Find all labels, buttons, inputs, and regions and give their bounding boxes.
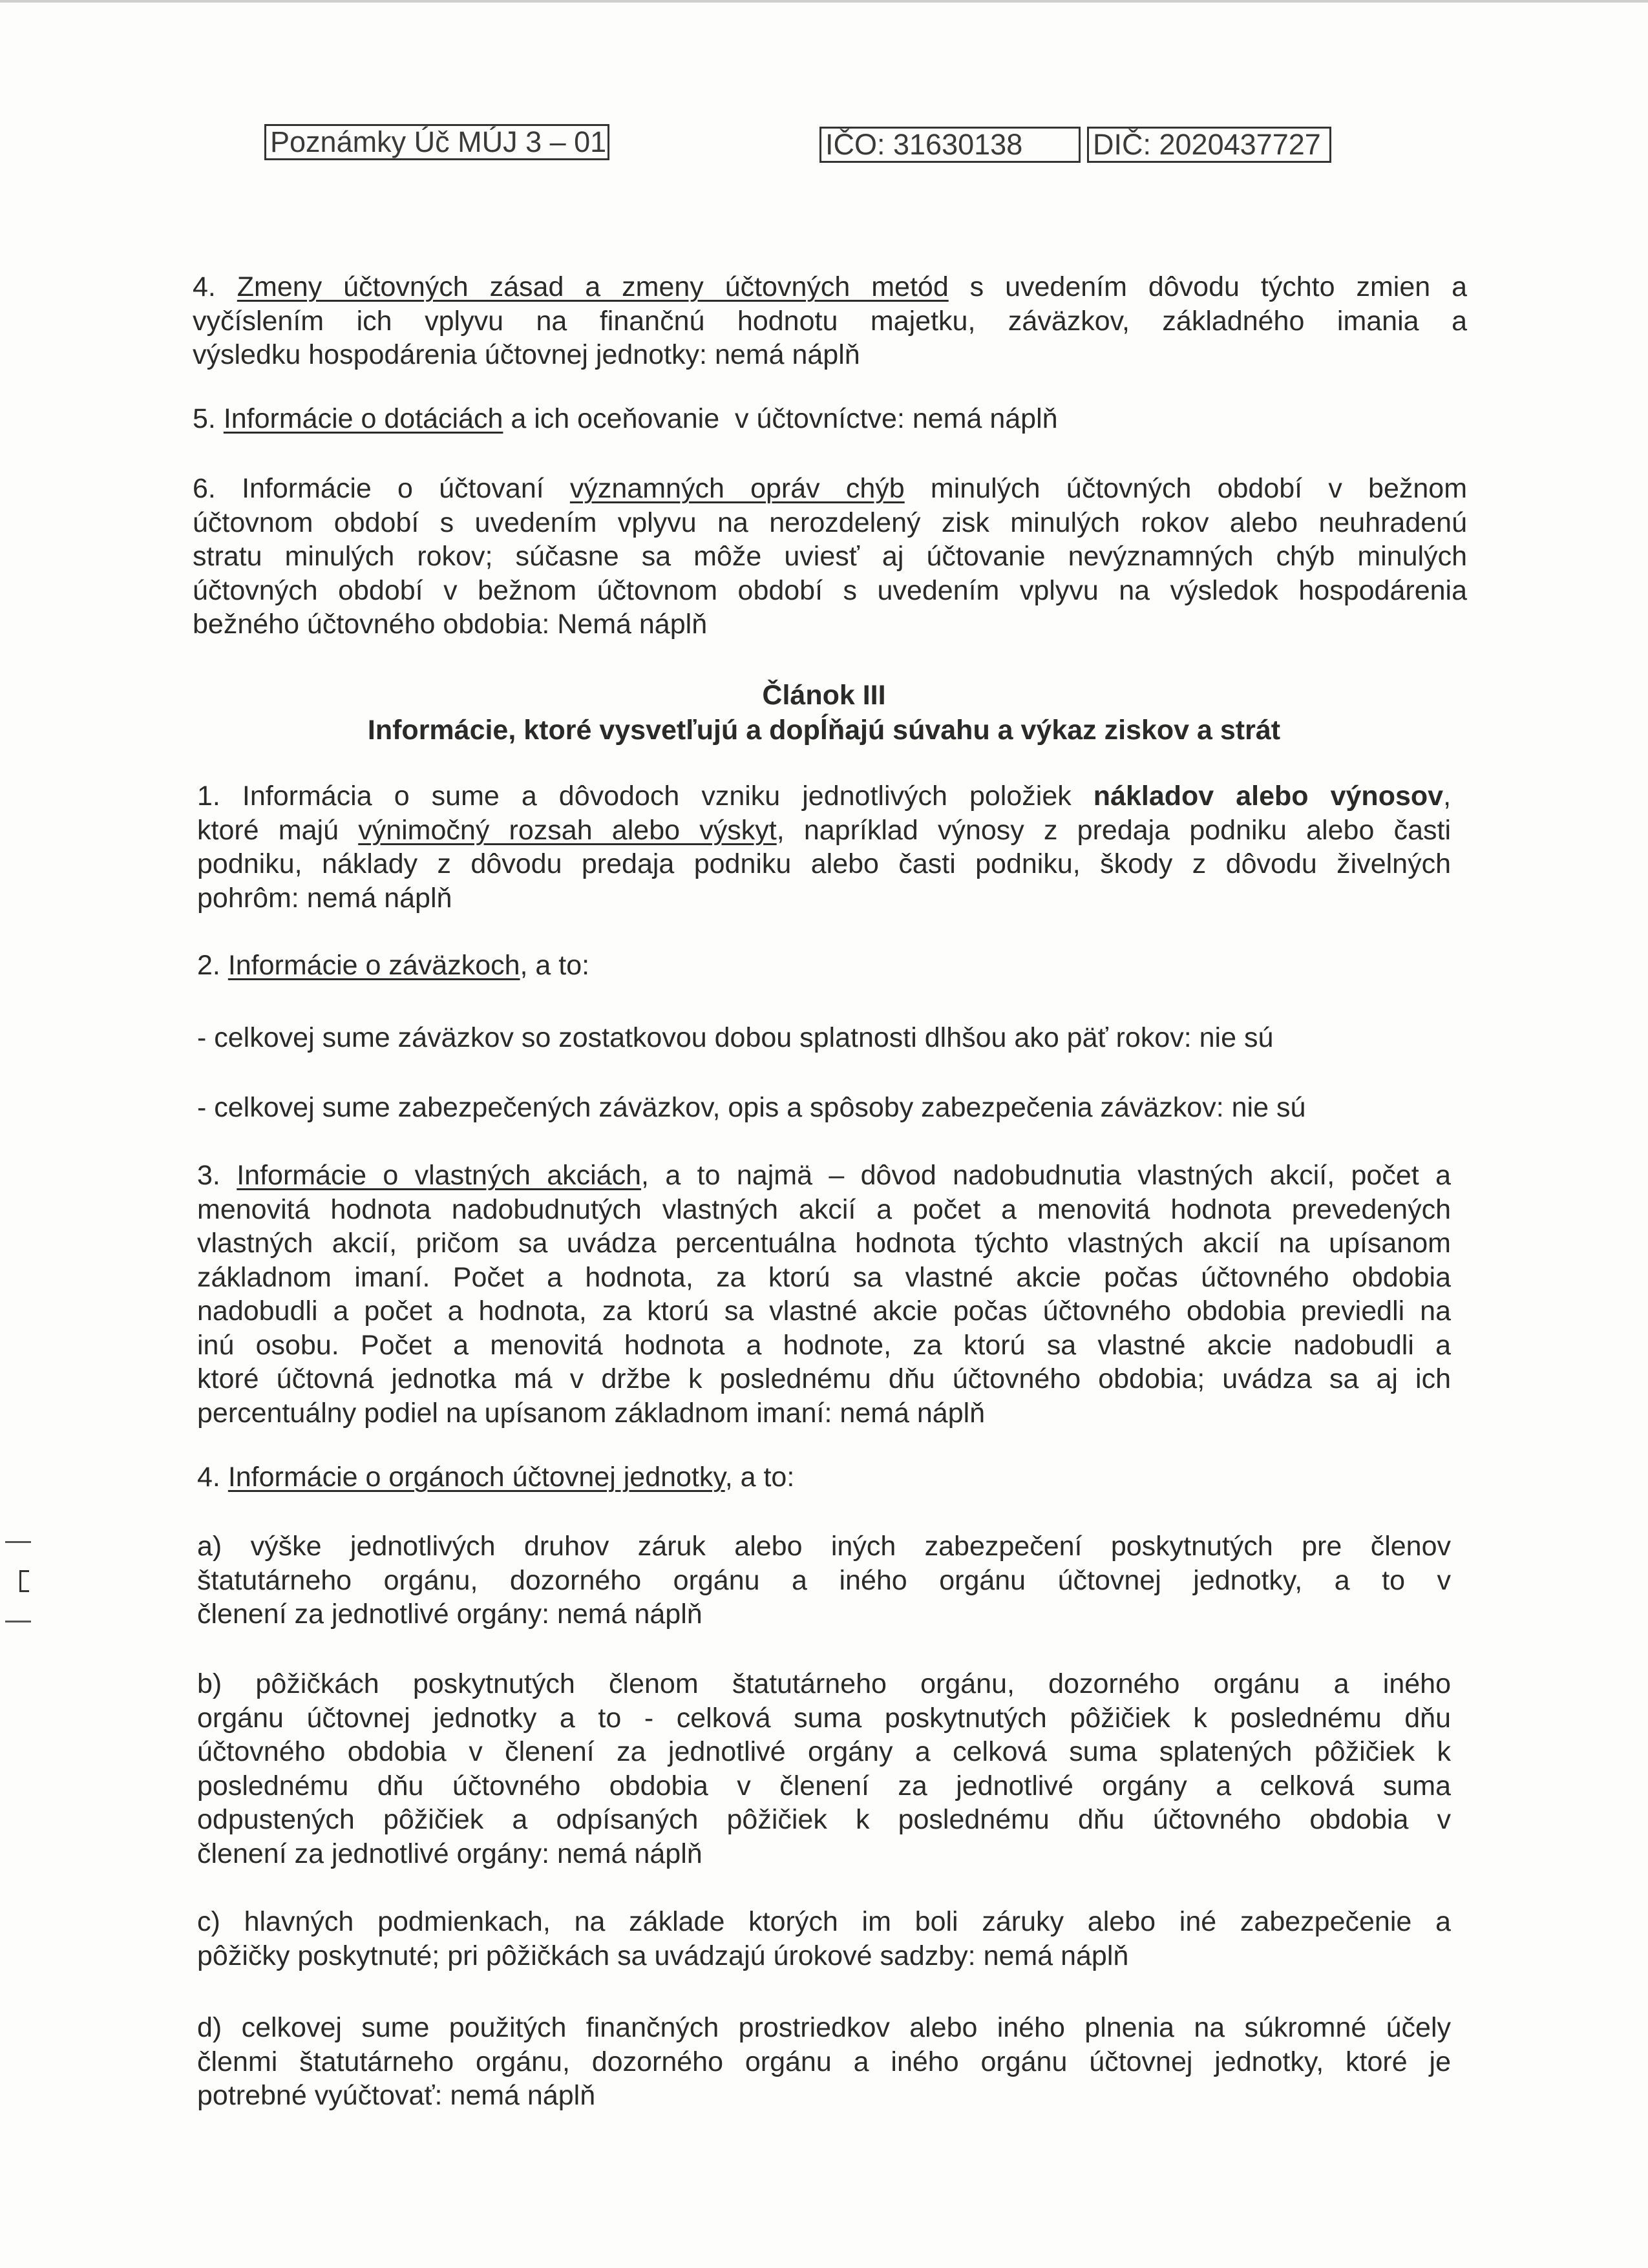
text-segment: účtovnom období s uvedením vplyvu na nerozdelený zisk minulých rokov alebo neuhradenú [193,507,1467,538]
text-line [197,1529,1451,1564]
text-line [197,1460,1451,1495]
text-line [193,472,1467,506]
underlined-term: významných opráv chýb [569,473,905,504]
text-segment: poslednému dňu účtovného obdobia v členení za jednotlivé orgány a celková suma [197,1770,1451,1801]
text-line [197,1735,1451,1769]
underlined-term: Informácie o vlastných akciách [237,1160,642,1191]
text-line [197,1294,1451,1328]
text-segment: 5. [193,403,224,434]
text-line [197,1328,1451,1363]
text-segment: členení za jednotlivé orgány: nemá náplň [197,1599,703,1630]
text-segment: štatutárneho orgánu, dozorného orgánu a iného orgánu účtovnej jednotky, a to v [197,1564,1451,1596]
text-line [197,1261,1451,1295]
text-segment: pohrôm: nemá náplň [197,882,452,914]
paragraph-a4c [197,1905,1451,1973]
text-segment: d) celkovej sume použitých finančných prostriedkov alebo iného plnenia na súkromné účely [197,2012,1451,2043]
article-subtitle: Informácie, ktoré vysvetľujú a dopĺňajú súvahu a výkaz ziskov a strát [367,715,1281,746]
text-segment: odpustených pôžičiek a odpísaných pôžičiek k poslednému dňu účtovného obdobia v [197,1804,1451,1835]
text-line [197,1396,1451,1431]
text-segment: orgánu účtovnej jednotky a to - celková suma poskytnutých pôžičiek k poslednému dňu [197,1702,1451,1734]
text-segment: percentuálny podiel na upísanom základnom imaní: nemá náplň [197,1397,986,1429]
underlined-term: Informácie o dotáciách [223,403,503,434]
text-line [197,814,1451,848]
text-line [197,1193,1451,1227]
text-segment: ktoré účtovná jednotka má v držbe k poslednému dňu účtovného obdobia; uvádza sa aj ich [197,1363,1451,1394]
scan-margin-mark [5,1541,31,1622]
text-line [197,1091,1451,1125]
text-line [197,1021,1451,1055]
scan-edge-line [0,0,1648,3]
text-segment: členmi štatutárneho orgánu, dozorného orgánu a iného orgánu účtovnej jednotky, ktoré je [197,2046,1451,2077]
text-segment: , a to najmä – dôvod nadobudnutia vlastných akcií, počet a [641,1160,1451,1191]
text-segment: 4. [193,271,237,302]
underlined-term: Zmeny účtovných zásad a zmeny účtovných metód [237,271,949,302]
text-segment: - celkovej sume zabezpečených záväzkov, opis a spôsoby zabezpečenia záväzkov: nie sú [197,1092,1306,1123]
paragraph-p6 [193,472,1467,642]
text-segment: minulých účtovných období v bežnom [904,473,1468,504]
text-segment: , napríklad výnosy z predaja podniku alebo časti [776,814,1451,846]
text-segment: účtovných období v bežnom účtovnom období s uvedením vplyvu na výsledok hospodárenia [193,574,1467,606]
text-line [193,540,1467,574]
paragraph-p4 [193,270,1467,372]
text-line [197,1667,1451,1701]
text-segment: b) pôžičkách poskytnutých členom štatutárneho orgánu, dozorného orgánu a iného [197,1668,1451,1699]
underlined-term: Informácie o orgánoch účtovnej jednotky [227,1462,725,1493]
text-line [193,402,1467,436]
ico-box: IČO: 31630138 [819,127,1081,163]
text-line [193,506,1467,540]
text-line [197,1159,1451,1193]
text-line [197,1701,1451,1736]
text-line [197,949,1451,983]
text-line [193,574,1467,608]
text-segment: vyčíslením ich vplyvu na finančnú hodnotu majetku, záväzkov, základného imania a [193,305,1467,337]
text-segment: 1. Informácia o sume a dôvodoch vzniku jednotlivých položiek [197,781,1093,812]
paragraph-a4 [197,1460,1451,1495]
text-line [197,1939,1451,1973]
text-segment: , a to: [724,1462,795,1493]
text-line [197,1362,1451,1396]
text-line [193,607,1467,642]
text-line [193,304,1467,339]
text-segment: účtovného obdobia v členení za jednotlivé orgány a celková suma splatených pôžičiek k [197,1736,1451,1767]
text-line [193,338,1467,372]
text-segment: 3. [197,1160,237,1191]
text-segment: a) výške jednotlivých druhov záruk alebo iných zabezpečení poskytnutých pre členov [197,1531,1451,1562]
text-segment: c) hlavných podmienkach, na základe ktorých im boli záruky alebo iné zabezpečenie a [197,1906,1451,1937]
text-line [197,1597,1451,1632]
underlined-term: Informácie o záväzkoch [227,950,520,981]
text-segment: potrebné vyúčtovať: nemá náplň [197,2080,596,2111]
text-line [193,270,1467,304]
paragraph-a4b [197,1667,1451,1871]
article-title: Článok III [762,680,886,711]
text-segment: výsledku hospodárenia účtovnej jednotky: nemá náplň [193,339,860,370]
text-segment: menovitá hodnota nadobudnutých vlastných akcií a počet a menovitá hodnota prevedených [197,1193,1451,1225]
paragraph-a2-2 [197,1091,1451,1125]
text-line [197,1226,1451,1261]
text-segment: 6. Informácie o účtovaní [193,473,570,504]
text-segment: pôžičky poskytnuté; pri pôžičkách sa uvádzajú úrokové sadzby: nemá náplň [197,1940,1129,1971]
text-segment: , a to: [520,950,590,981]
bold-term: nákladov alebo výnosov [1093,781,1444,812]
paragraph-a3 [197,1159,1451,1430]
text-segment: 4. [197,1462,228,1493]
text-segment: základnom imaní. Počet a hodnota, za ktorú sa vlastné akcie počas účtovného obdobia [197,1261,1451,1293]
text-line [197,881,1451,916]
text-segment: podniku, náklady z dôvodu predaja podniku alebo časti podniku, škody z dôvodu živelných [197,848,1451,879]
text-line [197,1837,1451,1871]
paragraph-a1 [197,779,1451,915]
text-segment: s uvedením dôvodu týchto zmien a [948,271,1467,302]
text-segment: stratu minulých rokov; súčasne sa môže uviesť aj účtovanie nevýznamných chýb minulých [193,541,1467,572]
text-line [197,1564,1451,1598]
text-line [197,2045,1451,2079]
text-segment: a ich oceňovanie v účtovníctve: nemá náplň [503,403,1058,434]
text-line [197,1769,1451,1803]
dic-box: DIČ: 2020437727 [1087,127,1331,163]
text-segment: bežného účtovného obdobia: Nemá náplň [193,609,708,640]
text-line [197,2079,1451,2113]
paragraph-a2-1 [197,1021,1451,1055]
text-segment: - celkovej sume záväzkov so zostatkovou dobou splatnosti dlhšou ako päť rokov: nie sú [197,1022,1274,1053]
text-segment: , [1443,781,1452,812]
paragraph-a4d [197,2011,1451,2113]
text-segment: nadobudli a počet a hodnota, za ktorú sa vlastné akcie počas účtovného obdobia previedli na [197,1296,1451,1327]
text-line [197,2011,1451,2045]
text-segment: inú osobu. Počet a menovitá hodnota a hodnote, za ktorú sa vlastné akcie nadobudli a [197,1329,1451,1361]
text-line [197,1905,1451,1939]
paragraph-a2 [197,949,1451,983]
text-segment: ktoré majú [197,814,359,846]
text-line [197,779,1451,814]
text-segment: vlastných akcií, pričom sa uvádza percentuálna hodnota týchto vlastných akcií na upísanom [197,1228,1451,1259]
doc-label-box: Poznámky Úč MÚJ 3 – 01 [264,124,609,160]
text-line [197,847,1451,881]
text-line [197,1803,1451,1837]
paragraph-p5 [193,402,1467,436]
text-segment: 2. [197,950,228,981]
paragraph-a4a [197,1529,1451,1632]
text-segment: členení za jednotlivé orgány: nemá náplň [197,1838,703,1869]
underlined-term: výnimočný rozsah alebo výskyt [358,814,777,846]
